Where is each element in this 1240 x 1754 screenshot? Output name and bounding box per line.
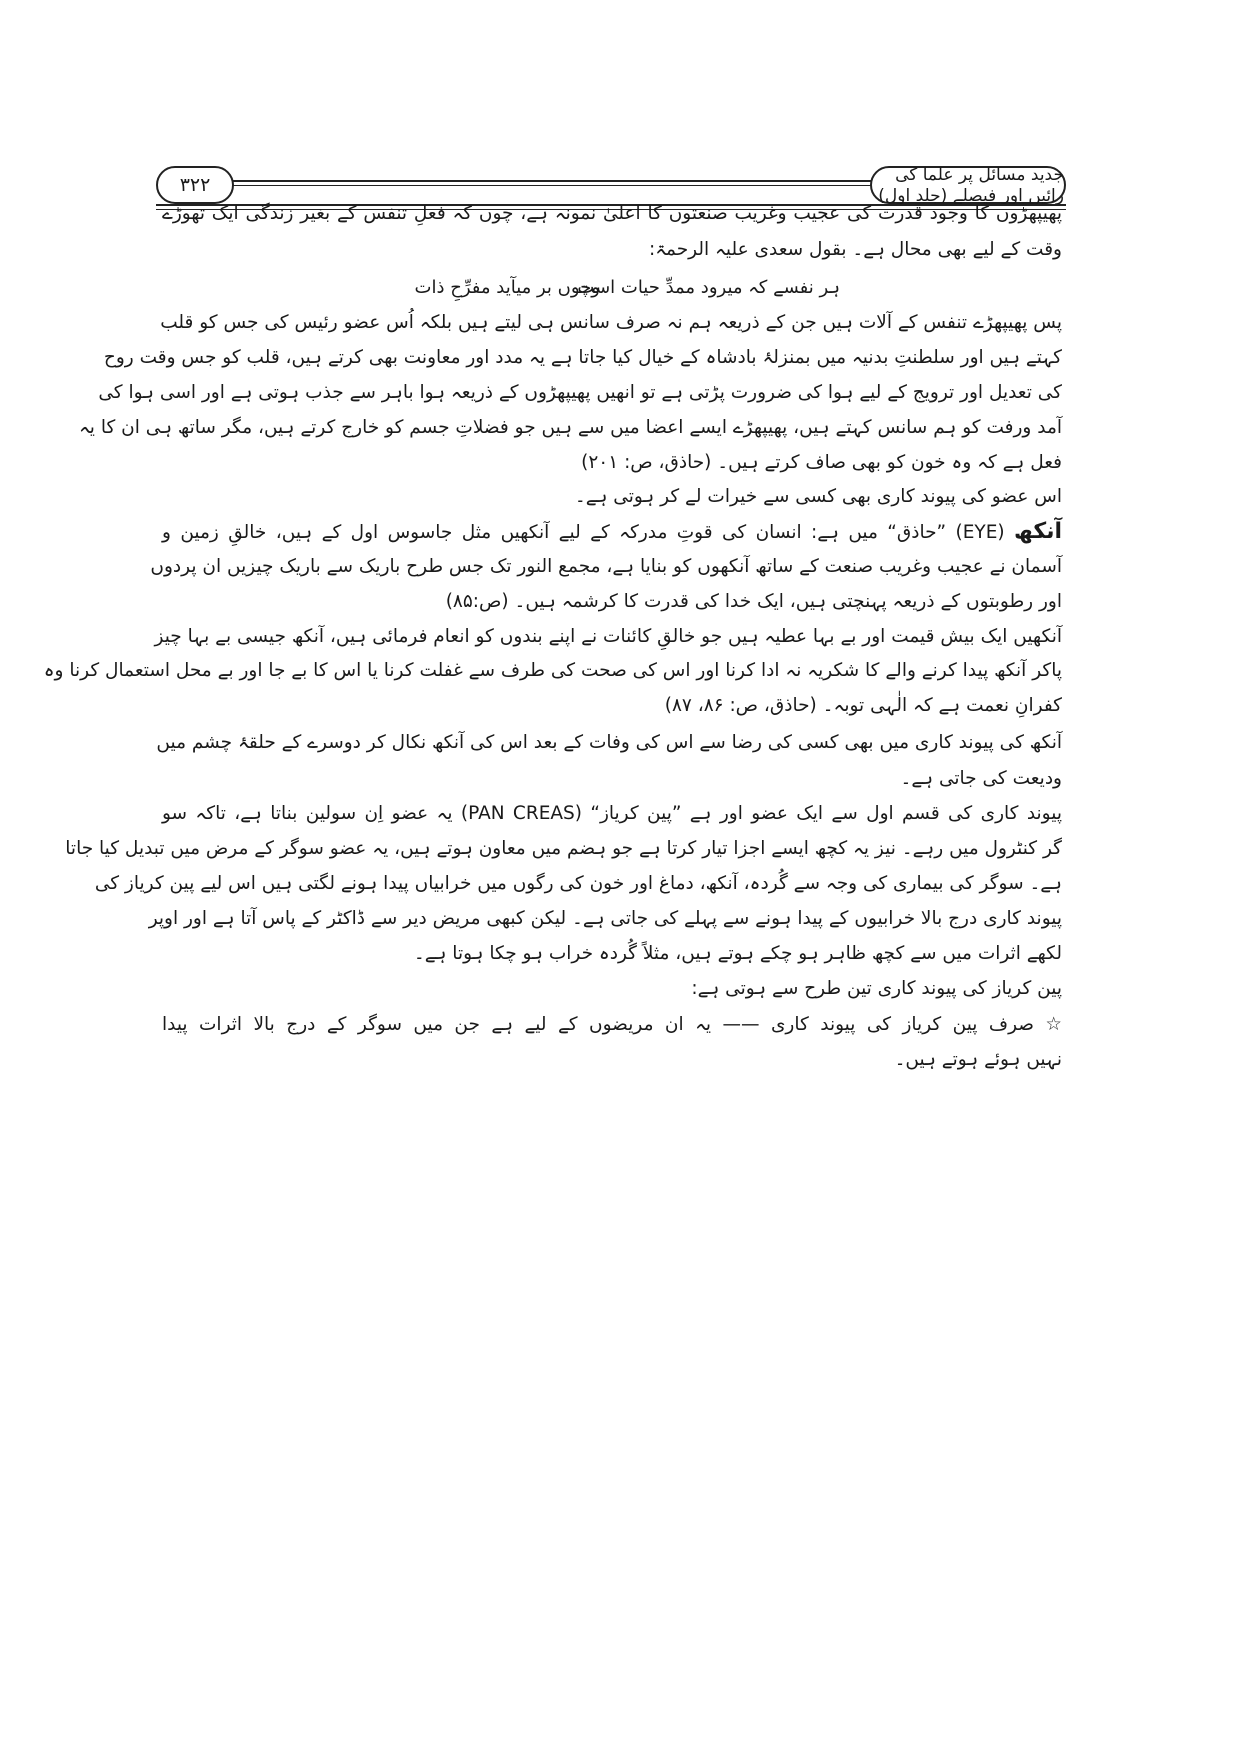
- text-line: پین کریاز کی پیوند کاری تین طرح سے ہوتی ہے:: [691, 978, 1062, 999]
- text-line: آنکھیں ایک بیش قیمت اور بے بہا عطیہ ہیں جو خالقِ کائنات نے اپنے بندوں کو انعام فرمائی ہیں، آنکھ جیسی بے بہا چیز: [154, 626, 1062, 647]
- text-line: کی تعدیل اور ترویج کے لیے ہوا کی ضرورت پڑتی ہے تو انھیں پھیپھڑوں کے ذریعہ ہوا باہر سے جذب ہوتی ہے اور اسی ہوا کی: [98, 382, 1062, 403]
- couplet-first-hemistich: ہر نفسے کہ میرود ممدِّ حیات است: [577, 277, 840, 298]
- text-line: گر کنٹرول میں رہے۔ نیز یہ کچھ ایسے اجزا تیار کرتا ہے جو ہضم میں معاون ہوتے ہیں، یہ عضو سوگر کے مرض میں تبدیل کیا جاتا: [65, 838, 1062, 859]
- text-line: پھیپھڑوں کا وجود قدرت کی عجیب وغریب صنعتوں کا اعلیٰ نمونہ ہے، چوں کہ فعلِ تنفس کے بغیر زندگی ایک تھوڑے: [162, 203, 1062, 224]
- text-line: ودیعت کی جاتی ہے۔: [900, 768, 1062, 789]
- text-line: اور رطوبتوں کے ذریعہ پہنچتی ہیں، ایک خدا کی قدرت کا کرشمہ ہیں۔ (ص:۸۵): [445, 591, 1062, 612]
- text-line: [162, 516, 1062, 548]
- text-line: پیوند کاری کی قسم اول سے ایک عضو اور ہے ”پین کریاز“ (PAN CREAS) یہ عضو اِن سولین بناتا ہے، تاکہ سو: [162, 803, 1062, 824]
- text-line: لکھے اثرات میں سے کچھ ظاہر ہو چکے ہوتے ہیں، مثلاً گُردہ خراب ہو چکا ہوتا ہے۔: [413, 943, 1062, 964]
- text-line: پاکر آنکھ پیدا کرنے والے کا شکریہ نہ ادا کرنا اور اس کی صحت کی طرف سے غفلت کرنا یا اس کا بے جا اور بے محل استعمال کرنا وہ: [43, 660, 1062, 681]
- eye-heading: آنکھ: [1014, 519, 1062, 544]
- text-line: وقت کے لیے بھی محال ہے۔ بقول سعدی علیہ الرحمۃ:: [648, 239, 1062, 260]
- text-line: آنکھ کی پیوند کاری میں بھی کسی کی رضا سے اس کی وفات کے بعد اس کی آنکھ نکال کر دوسرے کے حلقۂ چشم میں: [156, 732, 1062, 753]
- running-title: جدید مسائل پر علما کی رائیں اور فیصلے (جلد اول): [870, 166, 1066, 204]
- text-line-body: (EYE) ”حاذق“ میں ہے: انسان کی قوتِ مدرکہ کے لیے آنکھیں مثل جاسوس اول کے ہیں، خالقِ زمین و: [162, 522, 1015, 543]
- text-line: کہتے ہیں اور سلطنتِ بدنیہ میں بمنزلۂ بادشاہ کے خیال کیا جاتا ہے یہ مدد اور معاونت بھی کرتے ہیں، قلب کو جس وقت روح: [103, 347, 1062, 368]
- text-line: پس پھیپھڑے تنفس کے آلات ہیں جن کے ذریعہ ہم نہ صرف سانس ہی لیتے ہیں بلکہ اُس عضو رئیس کی جس کو قلب: [160, 312, 1062, 333]
- page-number: ۳۲۲: [156, 166, 234, 204]
- header-rule: [232, 180, 872, 186]
- text-line: اس عضو کی پیوند کاری بھی کسی سے خیرات لے کر ہوتی ہے۔: [574, 486, 1062, 507]
- text-line: ہے۔ سوگر کی بیماری کی وجہ سے گُردہ، آنکھ، دماغ اور خون کی رگوں میں خرابیاں پیدا ہونے لگتی ہیں اس لیے پین کریاز کی: [94, 873, 1062, 894]
- couplet-second-hemistich: وچوں بر میآید مفرِّحِ ذات: [414, 277, 600, 298]
- text-line: پیوند کاری درج بالا خرابیوں کے پیدا ہونے سے پہلے کی جاتی ہے۔ لیکن کبھی مریض دیر سے ڈاکٹر کے پاس آتا ہے اور اوپر: [148, 908, 1062, 929]
- text-line: آسمان نے عجیب وغریب صنعت کے ساتھ آنکھوں کو بنایا ہے، مجمع النور تک جس طرح باریک سے باریک چیزیں ان پردوں: [150, 556, 1062, 577]
- text-line: ☆ صرف پین کریاز کی پیوند کاری —— یہ ان مریضوں کے لیے ہے جن میں سوگر کے درج بالا اثرات پیدا: [162, 1014, 1062, 1035]
- text-line: کفرانِ نعمت ہے کہ الٰہی توبہ۔ (حاذق، ص: ۸۶، ۸۷): [664, 695, 1062, 716]
- text-line: نہیں ہوئے ہوتے ہیں۔: [894, 1049, 1062, 1070]
- text-line: فعل ہے کہ وہ خون کو بھی صاف کرتے ہیں۔ (حاذق، ص: ۲۰۱): [581, 452, 1062, 473]
- text-line: آمد ورفت کو ہم سانس کہتے ہیں، پھیپھڑے ایسے اعضا میں سے ہیں جو فضلاتِ جسم کو خارج کرتے ہیں، مگر ساتھ ہی ان کا یہ: [78, 417, 1062, 438]
